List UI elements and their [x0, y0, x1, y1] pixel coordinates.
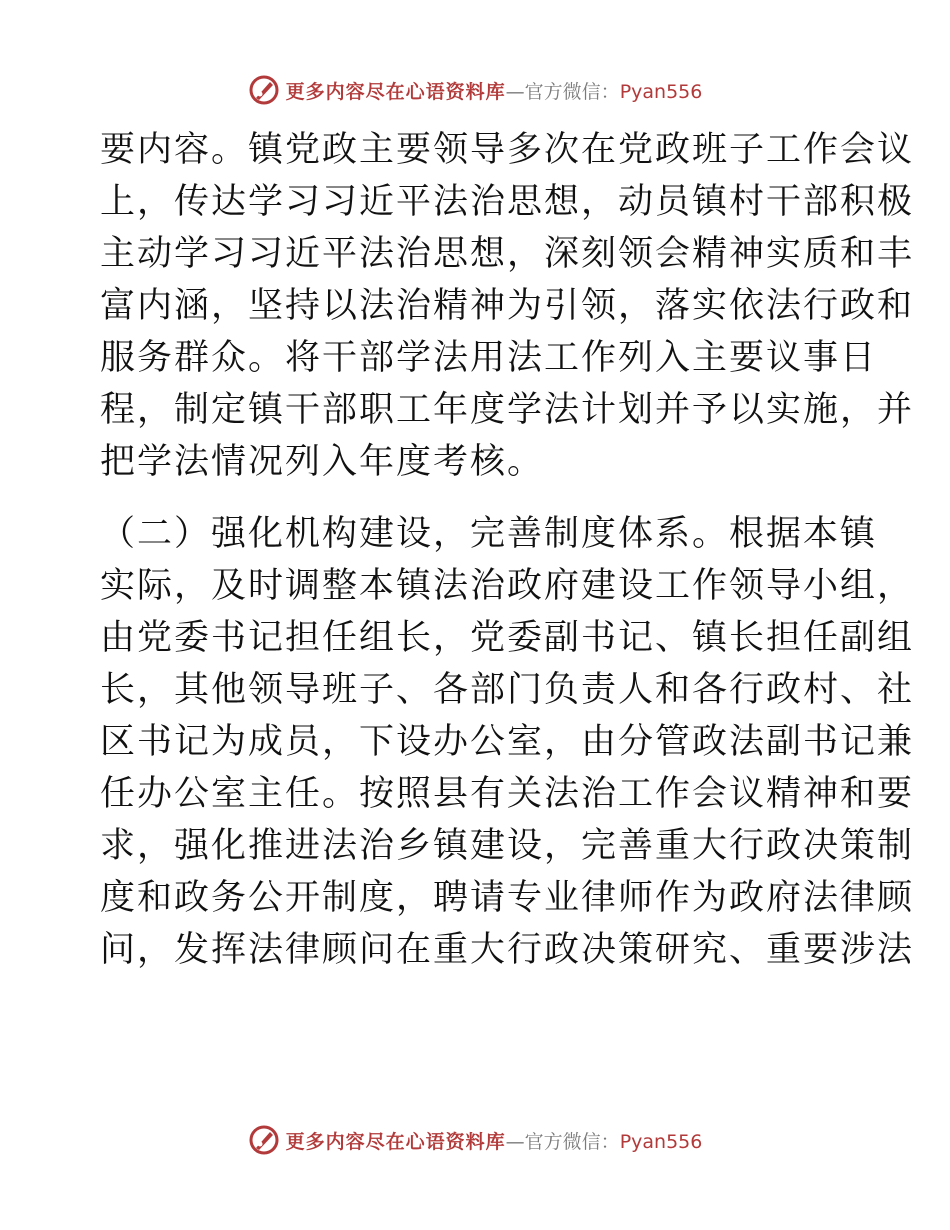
watermark-separator: — — [505, 1130, 525, 1153]
text-line: 主动学习习近平法治思想，深刻领会精神实质和丰 — [100, 234, 915, 274]
watermark-separator: — — [505, 80, 525, 103]
watermark-main-text: 更多内容尽在心语资料库 — [285, 80, 506, 103]
quill-logo-icon — [248, 74, 280, 106]
text-line: 富内涵，坚持以法治精神为引领，落实依法行政和 — [100, 286, 915, 326]
text-line: 把学法情况列入年度考核。 — [100, 442, 545, 482]
text-line: 问，发挥法律顾问在重大行政决策研究、重要涉法 — [100, 930, 915, 970]
document-body — [100, 124, 915, 976]
text-line: 长，其他领导班子、各部门负责人和各行政村、社 — [100, 670, 915, 710]
watermark-wechat-id: Pyan556 — [619, 1130, 703, 1153]
text-line: 实际，及时调整本镇法治政府建设工作领导小组， — [100, 566, 915, 606]
watermark-wechat-label: 官方微信： — [524, 1130, 620, 1153]
quill-logo-icon — [248, 1124, 280, 1156]
footer-watermark — [0, 1120, 950, 1160]
text-line: （二）强化机构建设，完善制度体系。根据本镇 — [100, 514, 878, 554]
header-watermark — [0, 70, 950, 110]
text-line: 由党委书记担任组长，党委副书记、镇长担任副组 — [100, 618, 915, 658]
text-line: 要内容。镇党政主要领导多次在党政班子工作会议 — [100, 130, 915, 170]
text-line: 度和政务公开制度，聘请专业律师作为政府法律顾 — [100, 878, 915, 918]
watermark-main-text: 更多内容尽在心语资料库 — [285, 1130, 506, 1153]
paragraph-2 — [100, 508, 915, 976]
text-line: 程，制定镇干部职工年度学法计划并予以实施，并 — [100, 390, 915, 430]
paragraph-1 — [100, 124, 915, 488]
text-line: 任办公室主任。按照县有关法治工作会议精神和要 — [100, 774, 915, 814]
watermark-wechat-id: Pyan556 — [619, 80, 703, 103]
text-line: 求，强化推进法治乡镇建设，完善重大行政决策制 — [100, 826, 915, 866]
watermark-wechat-label: 官方微信： — [524, 80, 620, 103]
text-line: 服务群众。将干部学法用法工作列入主要议事日 — [100, 338, 878, 378]
text-line: 区书记为成员，下设办公室，由分管政法副书记兼 — [100, 722, 915, 762]
text-line: 上，传达学习习近平法治思想，动员镇村干部积极 — [100, 182, 915, 222]
